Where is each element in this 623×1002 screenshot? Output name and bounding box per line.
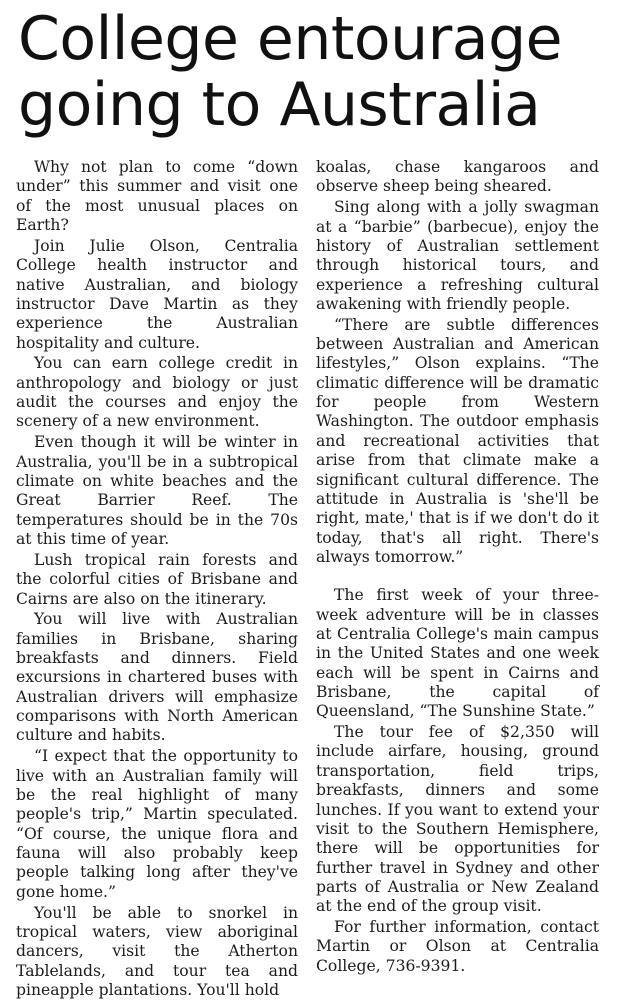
headline-line-1: College entourage — [18, 4, 563, 74]
paragraph-schedule: The first week of your three-week adventure will be in classes at Centralia College's main campus in the United States and one week each will be spent in Cairns and Brisbane, the capital of Queensland, “The Sunshine State.” — [316, 586, 599, 721]
paragraph-credit: You can earn college credit in anthropology and biology or just audit the courses and enjoy the scenery of a new environment. — [16, 354, 298, 431]
paragraph-climate: Even though it will be winter in Australia, you'll be in a subtropical climate on white beaches and the Great Barrier Reef. The temperatures should be in the 70s at this time of year. — [16, 433, 298, 549]
paragraph-rainforests: Lush tropical rain forests and the colorful cities of Brisbane and Cairns are also on the itinerary. — [16, 550, 298, 608]
paragraph-activities: You'll be able to snorkel in tropical waters, view aboriginal dancers, visit the Atherton Tablelands, and tour tea and pineapple plantations. You'll hold — [16, 903, 298, 999]
paragraph-host-families: You will live with Australian families in Brisbane, sharing breakfasts and dinners. Field excursions in chartered buses with Australian drivers will emphasize comparisons with North American culture and habits. — [16, 610, 298, 745]
headline — [18, 6, 618, 138]
article-column-left — [16, 158, 298, 1002]
paragraph-instructors: Join Julie Olson, Centralia College health instructor and native Australian, and biology instructor Dave Martin as they experience the Australian hospitality and culture. — [16, 236, 298, 352]
paragraph-continuation: koalas, chase kangaroos and observe sheep being sheared. — [316, 158, 599, 196]
article-column-right — [316, 158, 599, 978]
headline-line-2: going to Australia — [18, 70, 541, 140]
paragraph-tour-fee: The tour fee of $2,350 will include airfare, housing, ground transportation, field trips, breakfasts, dinners and some lunches. If you want to extend your visit to the Southern Hemisphere, there will be opportunities for further travel in Sydney and other parts of Australia or New Zealand at the end of the group visit. — [316, 723, 599, 916]
paragraph-olson-quote: “There are subtle differences between Australian and American lifestyles,” Olson explains. “The climatic difference will be dramatic for people from Western Washington. The outdoor emphasis and recreational activities that arise from that climate make a significant cultural difference. The attitude in Australia is 'she'll be right, mate,' that is if we don't do it today, that's all right. There's always tomorrow.” — [316, 315, 599, 566]
paragraph-intro: Why not plan to come “down under” this summer and visit one of the most unusual places on Earth? — [16, 158, 298, 235]
paragraph-swagman: Sing along with a jolly swagman at a “barbie” (barbecue), enjoy the history of Australian settlement through historical tours, and experience a refreshing cultural awakening with friendly people. — [316, 198, 599, 313]
paragraph-martin-quote: “I expect that the opportunity to live with an Australian family will be the real highlight of many people's trip,” Martin speculated. “Of course, the unique flora and fauna will also probably keep people talking long after they've gone home.” — [16, 747, 298, 901]
paragraph-contact: For further information, contact Martin or Olson at Centralia College, 736-9391. — [316, 918, 599, 975]
